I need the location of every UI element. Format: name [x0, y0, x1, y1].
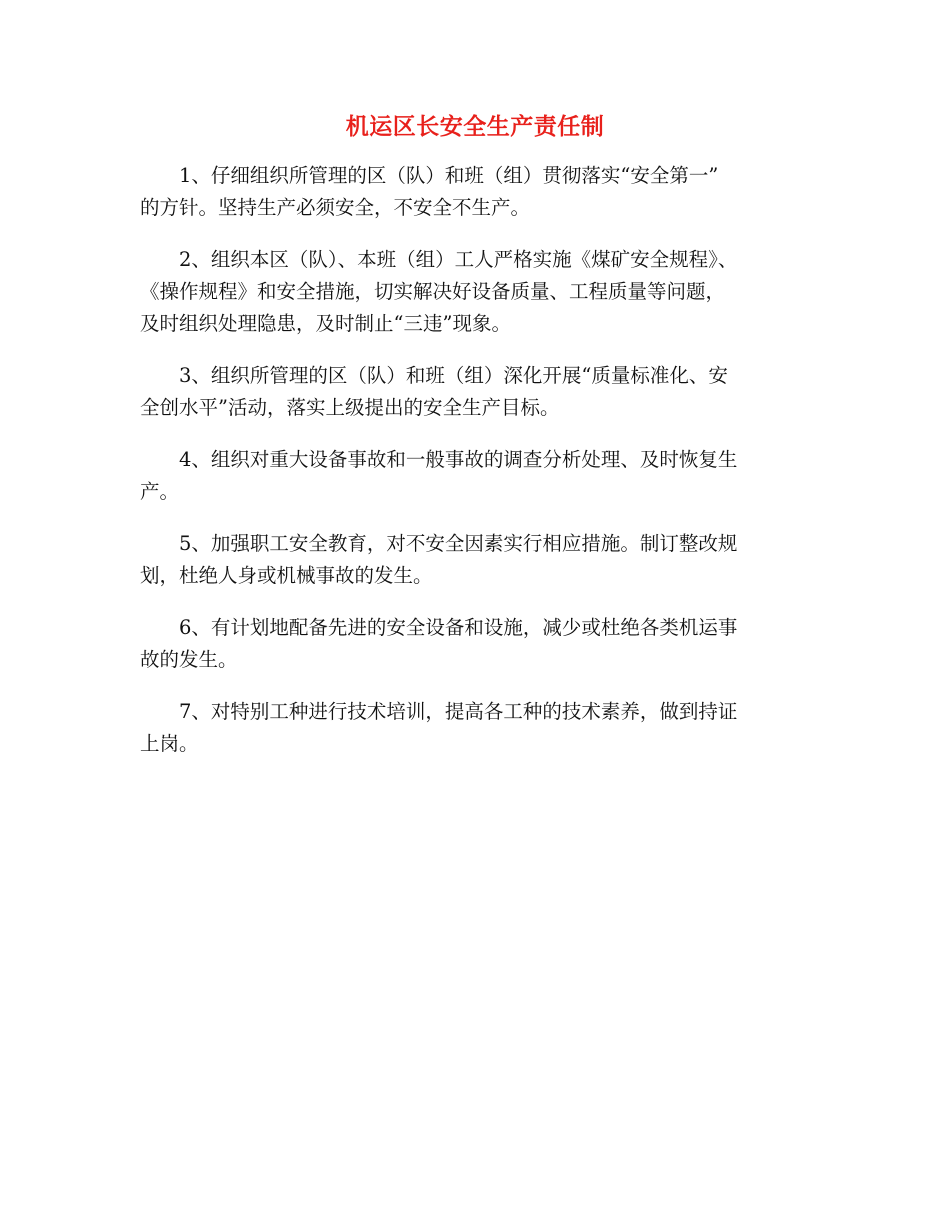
paragraph-line: 5、加强职工安全教育，对不安全因素实行相应措施。制订整改规: [179, 532, 738, 555]
paragraph-line: 产。: [140, 480, 180, 503]
document-body: [140, 160, 812, 780]
paragraph-line: 划，杜绝人身或机械事故的发生。: [140, 564, 433, 587]
paragraph-4: [140, 444, 812, 508]
paragraph-2: [140, 244, 812, 340]
paragraph-1: [140, 160, 812, 224]
paragraph-line: 故的发生。: [140, 648, 238, 671]
paragraph-line: 2、组织本区（队）、本班（组）工人严格实施《煤矿安全规程》、: [179, 248, 738, 271]
paragraph-3: [140, 360, 812, 424]
paragraph-line: 4、组织对重大设备事故和一般事故的调查分析处理、及时恢复生: [179, 448, 738, 471]
paragraph-line: 1、仔细组织所管理的区（队）和班（组）贯彻落实“安全第一”: [179, 164, 719, 187]
paragraph-6: [140, 612, 812, 676]
paragraph-line: 及时组织处理隐患，及时制止“三违”现象。: [140, 312, 511, 335]
paragraph-line: 上岗。: [140, 732, 199, 755]
paragraph-line: 6、有计划地配备先进的安全设备和设施，减少或杜绝各类机运事: [179, 616, 738, 639]
document-title: 机运区长安全生产责任制: [345, 113, 605, 140]
paragraph-line: 7、对特别工种进行技术培训，提高各工种的技术素养，做到持证: [179, 700, 738, 723]
paragraph-line: 《操作规程》和安全措施，切实解决好设备质量、工程质量等问题，: [140, 280, 726, 303]
paragraph-line: 3、组织所管理的区（队）和班（组）深化开展“质量标准化、安: [179, 364, 728, 387]
paragraph-line: 全创水平”活动，落实上级提出的安全生产目标。: [140, 396, 560, 419]
paragraph-7: [140, 696, 812, 760]
paragraph-line: 的方针。坚持生产必须安全，不安全不生产。: [140, 196, 531, 219]
paragraph-5: [140, 528, 812, 592]
